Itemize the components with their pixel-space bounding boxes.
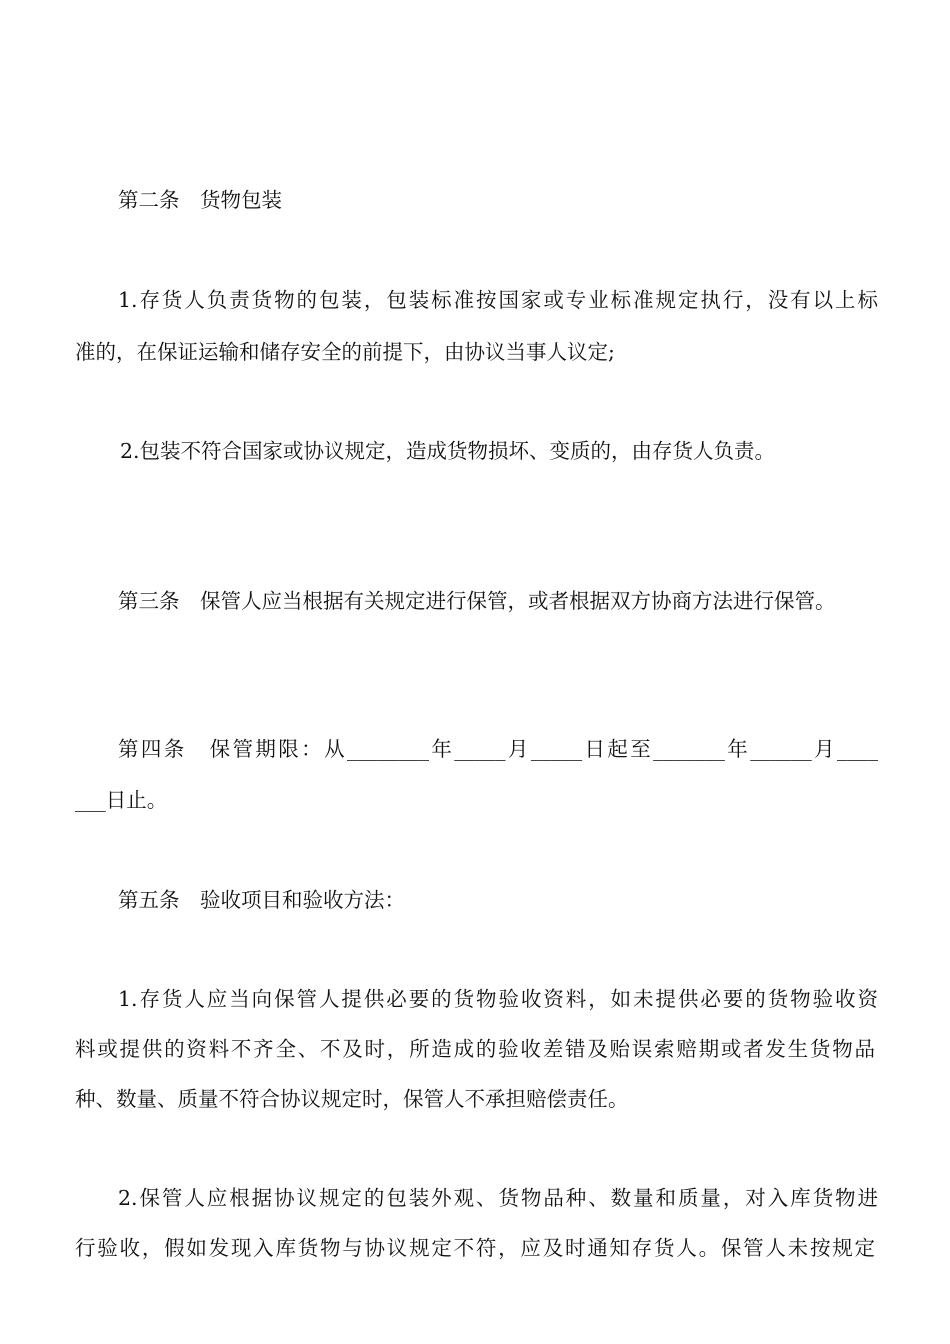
article-2-item-1-line-1: 1.存货人负责货物的包装，包装标准按国家或专业标准规定执行，没有以上标	[118, 288, 878, 312]
article-3-text: 第三条 保管人应当根据有关规定进行保管，或者根据双方协商方法进行保管。	[118, 589, 836, 613]
article-5-item-1-line-3: 种、数量、质量不符合协议规定时，保管人不承担赔偿责任。	[75, 1087, 629, 1111]
article-5-heading: 第五条 验收项目和验收方法：	[118, 888, 405, 912]
article-2-item-1-line-2: 准的，在保证运输和储存安全的前提下，由协议当事人议定;	[75, 340, 615, 364]
article-2-heading: 第二条 货物包装	[118, 188, 282, 212]
article-4-line-2: ___日止。	[75, 788, 168, 812]
article-5-item-2-line-1: 2.保管人应根据协议规定的包装外观、货物品种、数量和质量，对入库货物进	[118, 1186, 878, 1210]
article-5-item-2-line-2: 行验收，假如发现入库货物与协议规定不符，应及时通知存货人。保管人未按规定	[75, 1236, 875, 1260]
article-5-item-1-line-2: 料或提供的资料不齐全、不及时，所造成的验收差错及贻误索赔期或者发生货物品	[75, 1037, 875, 1061]
article-4-line-1: 第四条 保管期限：从________年_____月_____日起至_______年______月____	[118, 737, 878, 761]
article-2-item-2: 2.包装不符合国家或协议规定，造成货物损坏、变质的，由存货人负责。	[120, 439, 776, 463]
article-5-item-1-line-1: 1.存货人应当向保管人提供必要的货物验收资料，如未提供必要的货物验收资	[118, 987, 878, 1011]
